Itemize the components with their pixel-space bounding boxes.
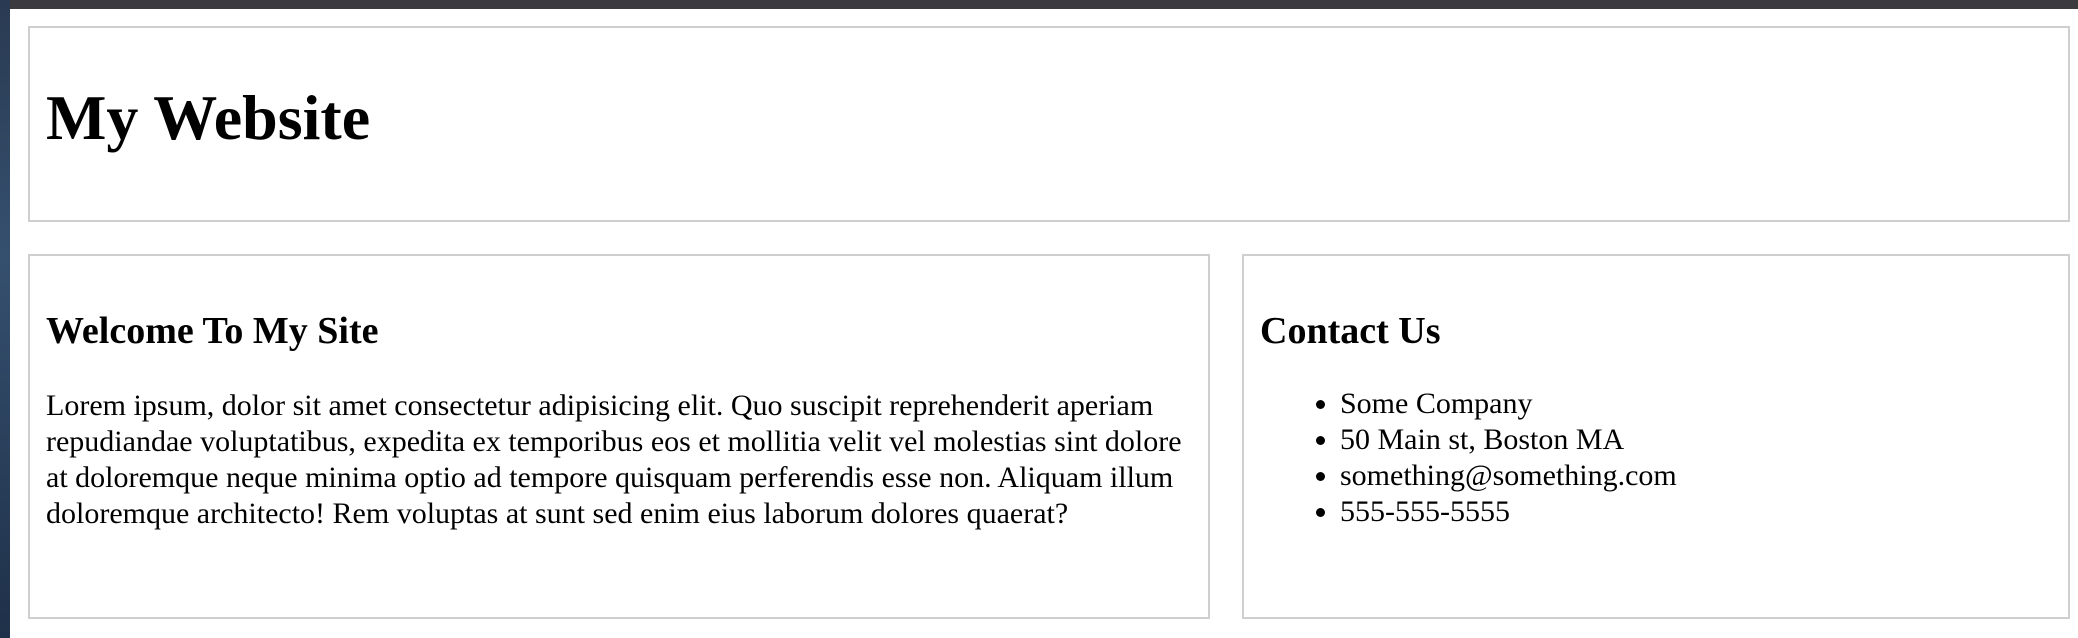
site-header bbox=[28, 26, 2070, 222]
window-top-edge bbox=[0, 0, 2078, 9]
desktop-background-edge bbox=[0, 0, 10, 638]
contact-heading: Contact Us bbox=[1260, 310, 1441, 352]
contact-list bbox=[1260, 386, 1677, 530]
welcome-paragraph: Lorem ipsum, dolor sit amet consectetur adipisicing elit. Quo suscipit reprehenderit aperiam repudiandae voluptatibus, expedita ex temporibus eos et mollitia velit vel molestias sint dolore at doloremque neque minima optio ad tempore quisquam perferendis esse non. Aliquam illum doloremque architecto! Rem voluptas at sunt sed enim eius laborum dolores quaerat? bbox=[46, 389, 1182, 530]
welcome-section bbox=[28, 254, 1210, 619]
web-page bbox=[10, 9, 2078, 638]
contact-phone: • 555-555-5555 bbox=[1340, 494, 1677, 530]
site-title: My Website bbox=[46, 82, 371, 153]
contact-email: • something@something.com bbox=[1340, 458, 1677, 494]
welcome-heading: Welcome To My Site bbox=[46, 310, 379, 352]
contact-address: • 50 Main st, Boston MA bbox=[1340, 422, 1677, 458]
contact-company: • Some Company bbox=[1340, 386, 1677, 422]
contact-section bbox=[1242, 254, 2070, 619]
